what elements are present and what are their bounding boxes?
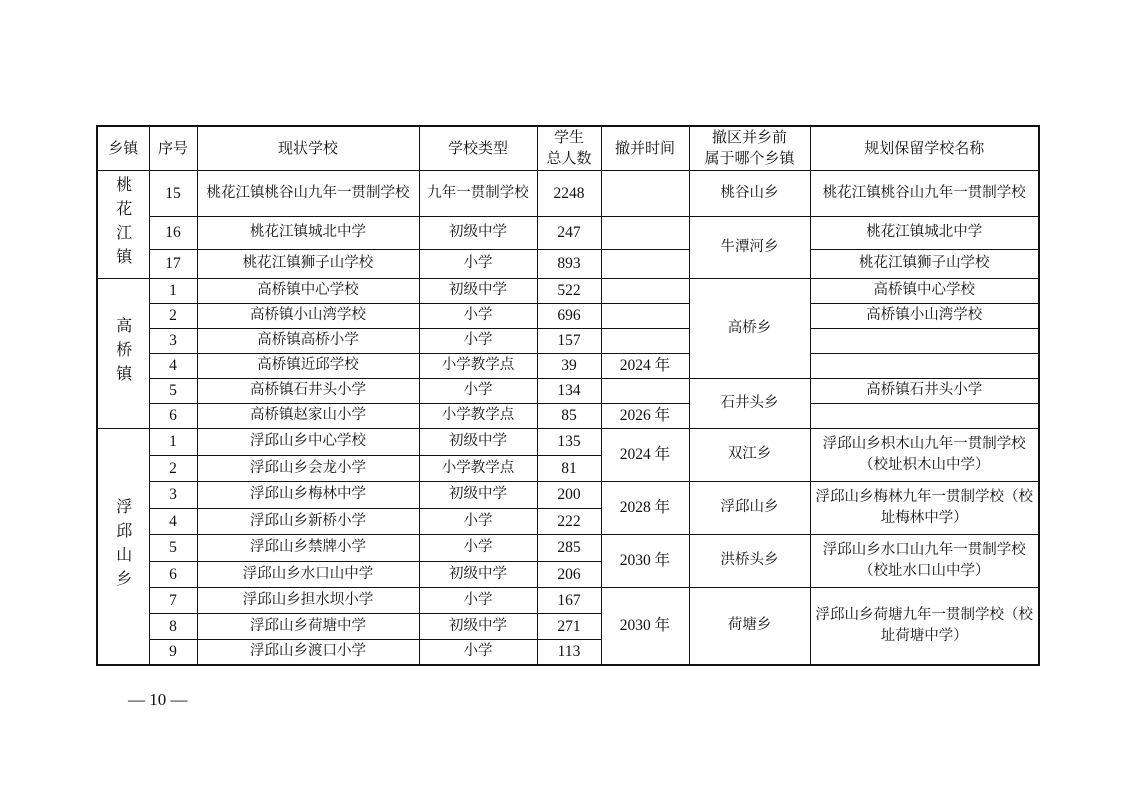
- school-cell: 高桥镇高桥小学: [197, 328, 419, 353]
- prev-town-cell: 石井头乡: [689, 378, 810, 428]
- students-cell: 893: [537, 249, 601, 278]
- header-row: [97, 126, 1039, 170]
- type-cell: 小学教学点: [419, 403, 537, 428]
- type-cell: 小学: [419, 378, 537, 403]
- students-cell: 285: [537, 534, 601, 561]
- header-planned: 规划保留学校名称: [810, 126, 1039, 170]
- index-cell: 16: [149, 216, 197, 249]
- type-cell: 小学: [419, 534, 537, 561]
- students-cell: 85: [537, 403, 601, 428]
- type-cell: 小学: [419, 587, 537, 613]
- school-cell: 高桥镇近邱学校: [197, 353, 419, 378]
- merge-time-cell: [601, 249, 689, 278]
- table-row: [97, 278, 1039, 303]
- school-cell: 高桥镇赵家山小学: [197, 403, 419, 428]
- planned-cell: 高桥镇小山湾学校: [810, 303, 1039, 328]
- header-prev-town-line2: 属于哪个乡镇: [704, 149, 795, 168]
- school-cell: 浮邱山乡禁牌小学: [197, 534, 419, 561]
- type-cell: 小学: [419, 249, 537, 278]
- students-cell: 247: [537, 216, 601, 249]
- table-row: [97, 534, 1039, 561]
- town-cell: [97, 278, 149, 428]
- table-row: [97, 170, 1039, 216]
- header-students: [537, 126, 601, 170]
- school-cell: 浮邱山乡新桥小学: [197, 508, 419, 534]
- students-cell: 696: [537, 303, 601, 328]
- type-cell: 小学: [419, 328, 537, 353]
- header-index: 序号: [149, 126, 197, 170]
- index-cell: 3: [149, 328, 197, 353]
- students-cell: 113: [537, 639, 601, 665]
- index-cell: 17: [149, 249, 197, 278]
- prev-town-cell: 浮邱山乡: [689, 481, 810, 534]
- school-plan-table: [96, 125, 1040, 666]
- merge-time-cell: 2024 年: [601, 353, 689, 378]
- header-students-line1: 学生: [553, 128, 584, 147]
- school-cell: 浮邱山乡中心学校: [197, 428, 419, 455]
- header-school: 现状学校: [197, 126, 419, 170]
- index-cell: 9: [149, 639, 197, 665]
- type-cell: 小学教学点: [419, 353, 537, 378]
- type-cell: 初级中学: [419, 278, 537, 303]
- planned-cell: [810, 353, 1039, 378]
- table-row: [97, 303, 1039, 328]
- table-row: [97, 428, 1039, 455]
- merge-time-cell: 2030 年: [601, 534, 689, 587]
- town-cell: [97, 428, 149, 665]
- type-cell: 小学: [419, 639, 537, 665]
- town-cell: [97, 170, 149, 278]
- planned-cell: 浮邱山乡荷塘九年一贯制学校（校址荷塘中学）: [810, 587, 1039, 665]
- school-cell: 浮邱山乡会龙小学: [197, 455, 419, 481]
- town-name: 高桥镇: [113, 317, 133, 389]
- header-prev-town: [689, 126, 810, 170]
- type-cell: 初级中学: [419, 216, 537, 249]
- town-name: 桃花江镇: [113, 176, 133, 272]
- merge-time-cell: [601, 378, 689, 403]
- students-cell: 2248: [537, 170, 601, 216]
- table-row: [97, 216, 1039, 249]
- students-cell: 39: [537, 353, 601, 378]
- type-cell: 初级中学: [419, 481, 537, 508]
- merge-time-cell: 2024 年: [601, 428, 689, 481]
- page-number: — 10 —: [128, 690, 188, 709]
- school-cell: 浮邱山乡担水坝小学: [197, 587, 419, 613]
- header-merge-time: 撤并时间: [601, 126, 689, 170]
- index-cell: 2: [149, 455, 197, 481]
- school-cell: 浮邱山乡荷塘中学: [197, 613, 419, 639]
- merge-time-cell: [601, 278, 689, 303]
- index-cell: 7: [149, 587, 197, 613]
- index-cell: 5: [149, 378, 197, 403]
- index-cell: 4: [149, 508, 197, 534]
- index-cell: 5: [149, 534, 197, 561]
- merge-time-cell: [601, 170, 689, 216]
- students-cell: 206: [537, 561, 601, 587]
- header-town: 乡镇: [97, 126, 149, 170]
- town-name: 浮邱山乡: [113, 498, 133, 595]
- header-prev-town-line1: 撤区并乡前: [711, 128, 787, 147]
- school-cell: 浮邱山乡水口山中学: [197, 561, 419, 587]
- type-cell: 小学: [419, 508, 537, 534]
- header-type: 学校类型: [419, 126, 537, 170]
- prev-town-cell: 高桥乡: [689, 278, 810, 378]
- prev-town-cell: 牛潭河乡: [689, 216, 810, 278]
- students-cell: 200: [537, 481, 601, 508]
- merge-time-cell: 2026 年: [601, 403, 689, 428]
- students-cell: 157: [537, 328, 601, 353]
- students-cell: 222: [537, 508, 601, 534]
- merge-time-cell: 2028 年: [601, 481, 689, 534]
- planned-cell: 浮邱山乡水口山九年一贯制学校（校址水口山中学）: [810, 534, 1039, 587]
- index-cell: 3: [149, 481, 197, 508]
- table-row: [97, 587, 1039, 613]
- school-plan-table-sheet: [96, 125, 1038, 666]
- planned-cell: 高桥镇石井头小学: [810, 378, 1039, 403]
- students-cell: 271: [537, 613, 601, 639]
- type-cell: 小学教学点: [419, 455, 537, 481]
- school-cell: 桃花江镇桃谷山九年一贯制学校: [197, 170, 419, 216]
- index-cell: 6: [149, 403, 197, 428]
- table-row: [97, 353, 1039, 378]
- prev-town-cell: 桃谷山乡: [689, 170, 810, 216]
- school-cell: 高桥镇小山湾学校: [197, 303, 419, 328]
- merge-time-cell: [601, 216, 689, 249]
- school-cell: 桃花江镇狮子山学校: [197, 249, 419, 278]
- planned-cell: 桃花江镇狮子山学校: [810, 249, 1039, 278]
- students-cell: 167: [537, 587, 601, 613]
- school-cell: 高桥镇中心学校: [197, 278, 419, 303]
- planned-cell: 浮邱山乡梅林九年一贯制学校（校址梅林中学）: [810, 481, 1039, 534]
- table-row: [97, 481, 1039, 508]
- planned-cell: [810, 328, 1039, 353]
- merge-time-cell: 2030 年: [601, 587, 689, 665]
- header-students-line2: 总人数: [546, 149, 592, 168]
- school-cell: 桃花江镇城北中学: [197, 216, 419, 249]
- school-cell: 浮邱山乡渡口小学: [197, 639, 419, 665]
- index-cell: 6: [149, 561, 197, 587]
- merge-time-cell: [601, 303, 689, 328]
- students-cell: 81: [537, 455, 601, 481]
- school-cell: 高桥镇石井头小学: [197, 378, 419, 403]
- table-row: [97, 403, 1039, 428]
- index-cell: 4: [149, 353, 197, 378]
- type-cell: 初级中学: [419, 561, 537, 587]
- students-cell: 134: [537, 378, 601, 403]
- planned-cell: 桃花江镇桃谷山九年一贯制学校: [810, 170, 1039, 216]
- index-cell: 1: [149, 428, 197, 455]
- table-row: [97, 249, 1039, 278]
- type-cell: 初级中学: [419, 613, 537, 639]
- planned-cell: 浮邱山乡枳木山九年一贯制学校（校址枳木山中学）: [810, 428, 1039, 481]
- students-cell: 522: [537, 278, 601, 303]
- prev-town-cell: 洪桥头乡: [689, 534, 810, 587]
- students-cell: 135: [537, 428, 601, 455]
- prev-town-cell: 双江乡: [689, 428, 810, 481]
- planned-cell: 高桥镇中心学校: [810, 278, 1039, 303]
- merge-time-cell: [601, 328, 689, 353]
- type-cell: 小学: [419, 303, 537, 328]
- index-cell: 2: [149, 303, 197, 328]
- school-cell: 浮邱山乡梅林中学: [197, 481, 419, 508]
- table-row: [97, 378, 1039, 403]
- planned-cell: [810, 403, 1039, 428]
- index-cell: 8: [149, 613, 197, 639]
- type-cell: 初级中学: [419, 428, 537, 455]
- index-cell: 15: [149, 170, 197, 216]
- planned-cell: 桃花江镇城北中学: [810, 216, 1039, 249]
- table-row: [97, 328, 1039, 353]
- index-cell: 1: [149, 278, 197, 303]
- prev-town-cell: 荷塘乡: [689, 587, 810, 665]
- type-cell: 九年一贯制学校: [419, 170, 537, 216]
